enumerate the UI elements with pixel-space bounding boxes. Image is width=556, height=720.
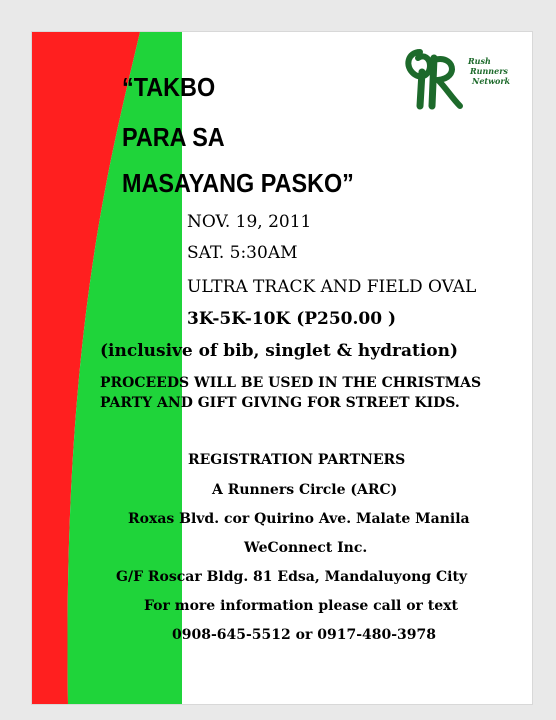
- rr-monogram-icon: [400, 44, 470, 114]
- contact-prompt: For more information please call or text: [144, 598, 458, 614]
- event-inclusions: (inclusive of bib, singlet & hydration): [100, 341, 459, 361]
- proceeds-line-2: PARTY AND GIFT GIVING FOR STREET KIDS.: [100, 395, 460, 411]
- registration-heading: REGISTRATION PARTNERS: [188, 452, 406, 468]
- contact-numbers: 0908-645-5512 or 0917-480-3978: [172, 627, 437, 643]
- partner-2-address: G/F Roscar Bldg. 81 Edsa, Mandaluyong City: [116, 569, 468, 585]
- event-date: NOV. 19, 2011: [187, 212, 312, 232]
- partner-1-name: A Runners Circle (ARC): [212, 482, 398, 498]
- title-line-1: “TAKBO: [122, 72, 216, 102]
- logo-text-network: Network: [472, 76, 511, 86]
- partner-1-address: Roxas Blvd. cor Quirino Ave. Malate Manila: [128, 511, 470, 527]
- event-time: SAT. 5:30AM: [187, 243, 298, 263]
- partner-2-name: WeConnect Inc.: [244, 540, 368, 556]
- event-fee: 3K-5K-10K (P250.00 ): [187, 309, 397, 329]
- logo-text-rush: Rush: [468, 56, 491, 66]
- proceeds-line-1: PROCEEDS WILL BE USED IN THE CHRISTMAS: [100, 375, 482, 391]
- event-venue: ULTRA TRACK AND FIELD OVAL: [187, 277, 477, 297]
- title-line-2: PARA SA: [122, 122, 225, 152]
- logo-text-runners: Runners: [470, 66, 508, 76]
- rush-runners-network-logo: [400, 44, 520, 114]
- title-line-3: MASAYANG PASKO”: [122, 168, 354, 198]
